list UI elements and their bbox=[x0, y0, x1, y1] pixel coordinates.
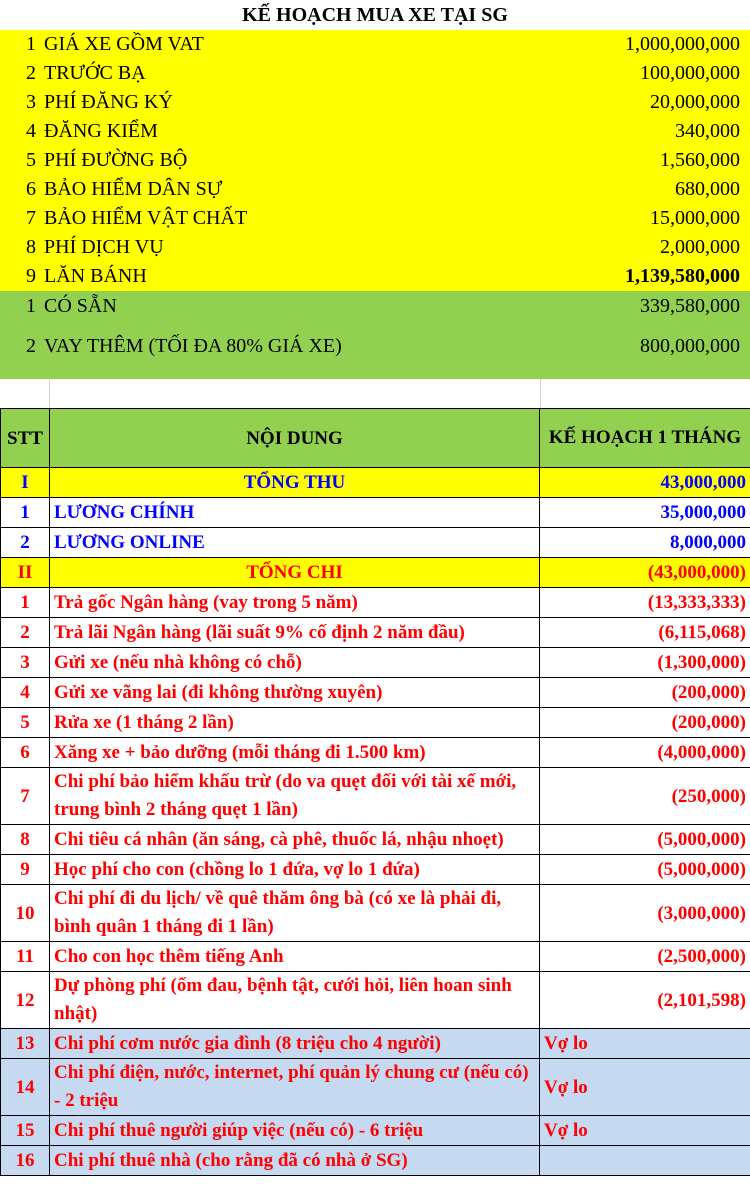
row-note: Vợ lo bbox=[540, 1029, 750, 1059]
row-content: Xăng xe + bảo dưỡng (mỗi tháng đi 1.500 km) bbox=[50, 738, 540, 768]
cost-item-number: 3 bbox=[26, 91, 36, 113]
cost-item-value: 1,000,000,000 bbox=[625, 33, 740, 55]
cost-item-label: ĐĂNG KIỂM bbox=[44, 120, 158, 142]
row-content: Chi phí đi du lịch/ về quê thăm ông bà (có xe là phải đi, bình quân 1 tháng đi 1 lần) bbox=[50, 885, 540, 942]
row-stt: 4 bbox=[1, 678, 50, 708]
row-content: Chi phí bảo hiểm khấu trừ (do va quẹt đối với tài xế mới, trung bình 2 tháng quẹt 1 lần) bbox=[50, 768, 540, 825]
row-note: Vợ lo bbox=[540, 1116, 750, 1146]
expense-row bbox=[1, 972, 750, 1029]
income-row bbox=[1, 498, 750, 528]
row-amount: 43,000,000 bbox=[540, 468, 750, 498]
cost-item-value: 680,000 bbox=[675, 178, 740, 200]
expense-row bbox=[1, 708, 750, 738]
row-content: Chi phí điện, nước, internet, phí quản lý chung cư (nếu có) - 2 triệu bbox=[50, 1059, 540, 1116]
cost-item-number: 9 bbox=[26, 265, 36, 287]
row-stt: 6 bbox=[1, 738, 50, 768]
wife-covered-row bbox=[1, 1059, 750, 1116]
row-content: Trả lãi Ngân hàng (lãi suất 9% cố định 2 năm đầu) bbox=[50, 618, 540, 648]
row-content: LƯƠNG ONLINE bbox=[50, 528, 540, 558]
header-stt: STT bbox=[1, 409, 50, 468]
expense-row bbox=[1, 678, 750, 708]
income-total-row bbox=[1, 468, 750, 498]
row-content: Chi phí thuê nhà (cho rằng đã có nhà ở SG) bbox=[50, 1146, 540, 1176]
row-content: Học phí cho con (chồng lo 1 đứa, vợ lo 1 đứa) bbox=[50, 855, 540, 885]
cost-item-value: 340,000 bbox=[675, 120, 740, 142]
row-amount: (250,000) bbox=[540, 768, 750, 825]
cost-item-number: 4 bbox=[26, 120, 36, 142]
row-amount: (1,300,000) bbox=[540, 648, 750, 678]
row-amount: (3,000,000) bbox=[540, 885, 750, 942]
header-plan: KẾ HOẠCH 1 THÁNG bbox=[540, 409, 750, 468]
expense-row bbox=[1, 648, 750, 678]
funding-item-value: 800,000,000 bbox=[640, 335, 740, 357]
cost-item-number: 7 bbox=[26, 207, 36, 229]
cost-item-label: LĂN BÁNH bbox=[44, 265, 147, 287]
row-amount: (200,000) bbox=[540, 678, 750, 708]
row-stt: 8 bbox=[1, 825, 50, 855]
row-amount: (200,000) bbox=[540, 708, 750, 738]
funding-item bbox=[0, 291, 750, 321]
row-content: Cho con học thêm tiếng Anh bbox=[50, 942, 540, 972]
cost-item-value: 1,560,000 bbox=[660, 149, 740, 171]
cost-item bbox=[0, 262, 750, 291]
row-stt: 15 bbox=[1, 1116, 50, 1146]
cost-item-label: TRƯỚC BẠ bbox=[44, 62, 146, 84]
cost-item bbox=[0, 146, 750, 175]
row-content: Rửa xe (1 tháng 2 lần) bbox=[50, 708, 540, 738]
row-amount: (6,115,068) bbox=[540, 618, 750, 648]
funding-item-label: VAY THÊM (TỐI ĐA 80% GIÁ XE) bbox=[44, 335, 342, 357]
row-stt: 12 bbox=[1, 972, 50, 1029]
funding-item-label: CÓ SẴN bbox=[44, 295, 117, 317]
row-stt: 3 bbox=[1, 648, 50, 678]
row-content: Gửi xe (nếu nhà không có chỗ) bbox=[50, 648, 540, 678]
cost-item-value: 20,000,000 bbox=[650, 91, 740, 113]
funding-item-value: 339,580,000 bbox=[640, 295, 740, 317]
expense-row bbox=[1, 768, 750, 825]
row-amount: 8,000,000 bbox=[540, 528, 750, 558]
cost-item bbox=[0, 204, 750, 233]
cost-item-value: 1,139,580,000 bbox=[625, 265, 740, 287]
cost-item-value: 100,000,000 bbox=[640, 62, 740, 84]
expense-row bbox=[1, 618, 750, 648]
cost-item bbox=[0, 233, 750, 262]
cost-item-label: BẢO HIỂM DÂN SỰ bbox=[44, 178, 223, 200]
row-content: LƯƠNG CHÍNH bbox=[50, 498, 540, 528]
table-header-row bbox=[1, 409, 750, 468]
cost-item bbox=[0, 175, 750, 204]
row-content: TỔNG CHI bbox=[50, 558, 540, 588]
expense-row bbox=[1, 825, 750, 855]
cost-item-label: GIÁ XE GỒM VAT bbox=[44, 33, 204, 55]
row-stt: I bbox=[1, 468, 50, 498]
plan-title: KẾ HOẠCH MUA XE TẠI SG bbox=[242, 4, 508, 26]
spacer-row bbox=[0, 379, 750, 409]
row-content: Chi tiêu cá nhân (ăn sáng, cà phê, thuốc lá, nhậu nhoẹt) bbox=[50, 825, 540, 855]
row-stt: 10 bbox=[1, 885, 50, 942]
row-stt: 14 bbox=[1, 1059, 50, 1116]
row-amount: (4,000,000) bbox=[540, 738, 750, 768]
cost-item-label: BẢO HIỂM VẬT CHẤT bbox=[44, 207, 248, 229]
cost-item-number: 8 bbox=[26, 236, 36, 258]
row-amount: (5,000,000) bbox=[540, 855, 750, 885]
row-note: Vợ lo bbox=[540, 1059, 750, 1116]
row-stt: 9 bbox=[1, 855, 50, 885]
purchase-summary bbox=[0, 0, 750, 409]
cost-list bbox=[0, 30, 750, 291]
cost-item-label: PHÍ DỊCH VỤ bbox=[44, 236, 164, 258]
row-content: Trả gốc Ngân hàng (vay trong 5 năm) bbox=[50, 588, 540, 618]
row-stt: 16 bbox=[1, 1146, 50, 1176]
row-amount: (13,333,333) bbox=[540, 588, 750, 618]
expense-row bbox=[1, 942, 750, 972]
row-stt: 7 bbox=[1, 768, 50, 825]
cost-item bbox=[0, 88, 750, 117]
cost-item-number: 1 bbox=[26, 33, 36, 55]
row-note bbox=[540, 1146, 750, 1176]
row-amount: (2,101,598) bbox=[540, 972, 750, 1029]
row-content: Chi phí thuê người giúp việc (nếu có) - 6 triệu bbox=[50, 1116, 540, 1146]
cost-item-value: 2,000,000 bbox=[660, 236, 740, 258]
cost-item-label: PHÍ ĐĂNG KÝ bbox=[44, 91, 173, 113]
funding-list bbox=[0, 291, 750, 379]
funding-item-number: 1 bbox=[26, 295, 36, 317]
income-row bbox=[1, 528, 750, 558]
cost-item-number: 2 bbox=[26, 62, 36, 84]
monthly-plan-table bbox=[0, 408, 750, 1176]
expense-row bbox=[1, 588, 750, 618]
cost-item-number: 5 bbox=[26, 149, 36, 171]
row-stt: 2 bbox=[1, 618, 50, 648]
row-amount: (2,500,000) bbox=[540, 942, 750, 972]
row-amount: 35,000,000 bbox=[540, 498, 750, 528]
wife-covered-row bbox=[1, 1146, 750, 1176]
cost-item-value: 15,000,000 bbox=[650, 207, 740, 229]
expense-row bbox=[1, 738, 750, 768]
table-body bbox=[1, 468, 750, 1176]
expense-total-row bbox=[1, 558, 750, 588]
row-stt: 1 bbox=[1, 498, 50, 528]
row-amount: (43,000,000) bbox=[540, 558, 750, 588]
funding-item-number: 2 bbox=[26, 335, 36, 357]
row-stt: 13 bbox=[1, 1029, 50, 1059]
row-stt: 1 bbox=[1, 588, 50, 618]
row-amount: (5,000,000) bbox=[540, 825, 750, 855]
row-content: Dự phòng phí (ốm đau, bệnh tật, cưới hỏi, liên hoan sinh nhật) bbox=[50, 972, 540, 1029]
funding-item bbox=[0, 321, 750, 379]
row-content: TỔNG THU bbox=[50, 468, 540, 498]
expense-row bbox=[1, 885, 750, 942]
cost-item bbox=[0, 117, 750, 146]
wife-covered-row bbox=[1, 1116, 750, 1146]
cost-item-label: PHÍ ĐƯỜNG BỘ bbox=[44, 149, 188, 171]
row-stt: II bbox=[1, 558, 50, 588]
row-content: Chi phí cơm nước gia đình (8 triệu cho 4 người) bbox=[50, 1029, 540, 1059]
row-stt: 5 bbox=[1, 708, 50, 738]
cost-item bbox=[0, 30, 750, 59]
row-stt: 2 bbox=[1, 528, 50, 558]
cost-item-number: 6 bbox=[26, 178, 36, 200]
header-content: NỘI DUNG bbox=[50, 409, 540, 468]
cost-item bbox=[0, 59, 750, 88]
row-content: Gửi xe vãng lai (đi không thường xuyên) bbox=[50, 678, 540, 708]
row-stt: 11 bbox=[1, 942, 50, 972]
wife-covered-row bbox=[1, 1029, 750, 1059]
expense-row bbox=[1, 855, 750, 885]
